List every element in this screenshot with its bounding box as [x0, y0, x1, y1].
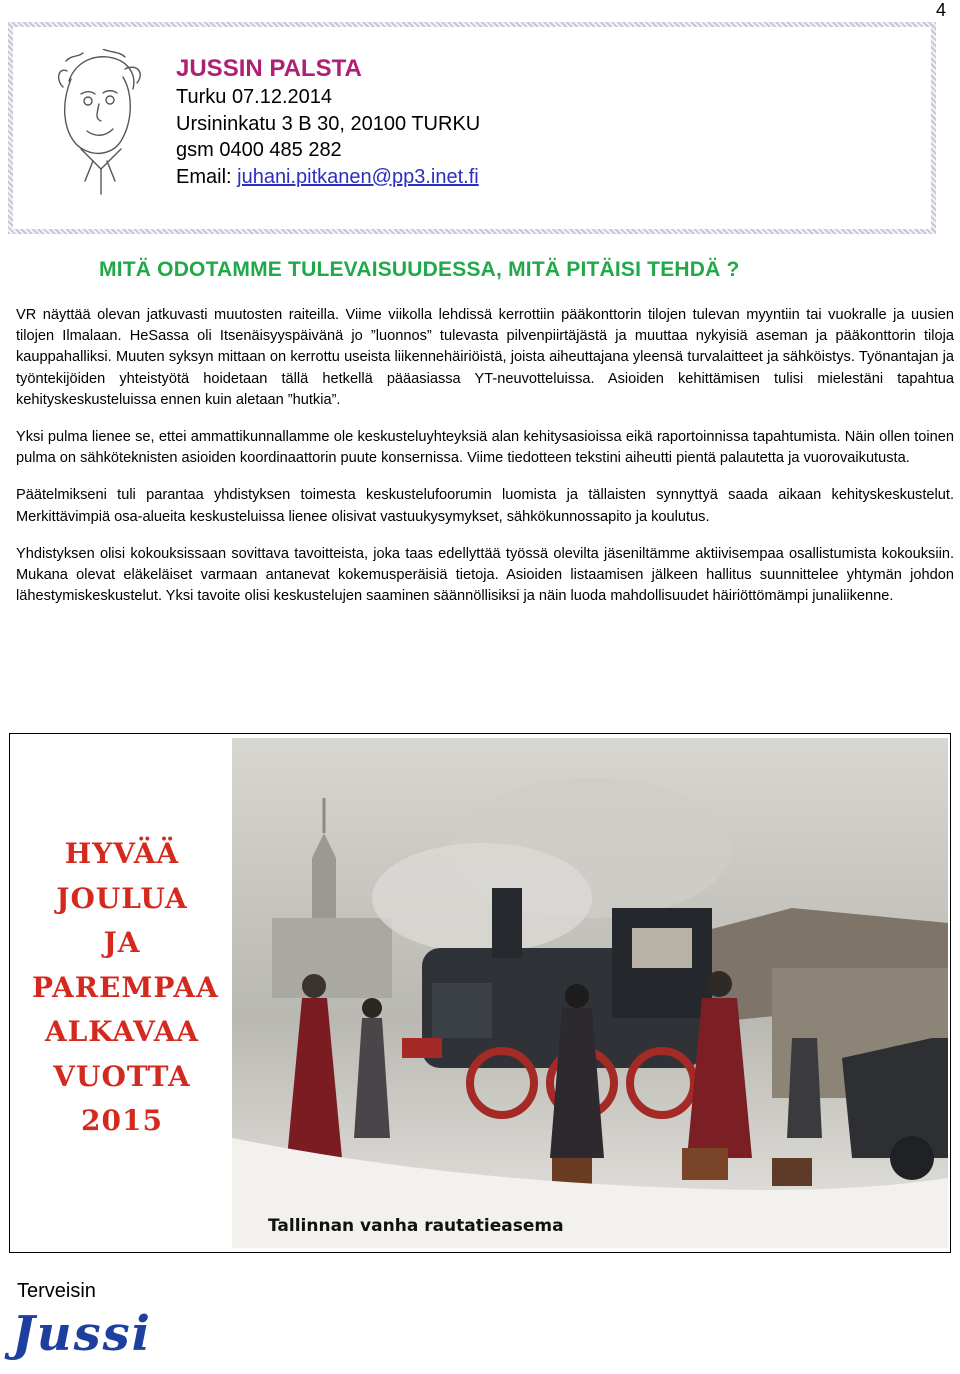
closing-text: Terveisin: [17, 1280, 96, 1302]
signature: Jussi: [12, 1306, 152, 1362]
header-box: [8, 22, 936, 234]
greeting-box: [9, 733, 951, 1253]
greeting-line: JA: [103, 926, 141, 959]
article-body: [16, 305, 954, 623]
greeting-line: 2015: [81, 1104, 163, 1137]
greeting-line: PAREMPAA: [32, 970, 219, 1004]
paragraph: Yksi pulma lienee se, ettei ammattikunnallamme ole keskusteluyhteyksiä alan kehitysasioissa eikä raportoinnissa tapahtumista. Näin ollen toinen pulma on sähköteknisten asioiden koordinaattorin puute konsernissa. Viime tiedotteen tekstini aiheutti pientä palautetta ja vuorovaikutusta.: [16, 429, 954, 467]
paragraph: Yhdistyksen olisi kokouksissaan sovittava tavoitteista, joka taas edellyttää työssä olevilta jäseniltämme aktiivisempaa osallistumista kokouksiin. Mukana olevat eläkeläiset varmaan antanevat kokemusperäisiä tietoja. Asioiden listaamisen jälkeen hallitus suunnittelee yhtymän johdon lähestymiskeskustelut. Yksi tavoite olisi keskustelujen saaminen säännöllisiksi ja näin luoda mahdollisuudet häiriöttömämpi junaliikenne.: [16, 545, 954, 605]
email-line: [176, 164, 480, 191]
headline: MITÄ ODOTAMME TULEVAISUUDESSA, MITÄ PITÄISI TEHDÄ ?: [99, 258, 740, 281]
greeting-line: JOULUA: [56, 881, 188, 915]
image-caption: Tallinnan vanha rautatieasema: [268, 1216, 564, 1236]
season-greeting: [32, 832, 219, 1144]
station-painting: [232, 738, 948, 1248]
email-link[interactable]: juhani.pitkanen@pp3.inet.fi: [237, 165, 479, 188]
column-title: JUSSIN PALSTA: [176, 55, 362, 82]
date-line: Turku 07.12.2014: [176, 86, 333, 108]
portrait-sketch: [41, 49, 161, 199]
address: Ursininkatu 3 B 30, 20100 TURKU: [176, 112, 481, 135]
greeting-line: VUOTTA: [53, 1059, 191, 1093]
email-label: Email:: [176, 165, 238, 188]
phone: gsm 0400 485 282: [176, 139, 342, 161]
paragraph: VR näyttää olevan jatkuvasti muutosten raiteilla. Viime viikolla lehdissä kerrottiin pääkonttorin tilojen tulevan myyntiin tai vuokralle ja uusien tilojen Ilmalaan. HeSassa oli Itsenäisyyspäivänä jo ”luonnos” tulevasta pilvenpiirtäjästä ja muuttaa nykyisiä aseman ja pääkonttorin tiloja kauppahalliksi. Muuten syksyn mittaan on kerrottu useista liikennehäiriöistä, joista aiheuttajana yleensä turvalaitteet ja sähköistys. Työnantajan ja työntekijöiden yhteistyötä hoidetaan tällä hetkellä pääasiassa YT-neuvotteluissa. Asioiden kehittämisen tulisi mielestäni tapahtua kehityskeskusteluissa ennen kuin aletaan ”hutkia”.: [16, 307, 954, 408]
page-number: 4: [935, 0, 946, 20]
paragraph: Päätelmikseni tuli parantaa yhdistyksen toimesta keskustelufoorumin luomista ja tällaisten synnyttyä saada aikaan kehityskeskustelut. Merkittävimpiä osa-alueita keskusteluissa lienee olisivat vastuukysymykset, sähkökunnossapito ja koulutus.: [16, 487, 954, 525]
greeting-line: HYVÄÄ: [64, 837, 180, 870]
greeting-line: ALKAVAA: [44, 1015, 200, 1048]
